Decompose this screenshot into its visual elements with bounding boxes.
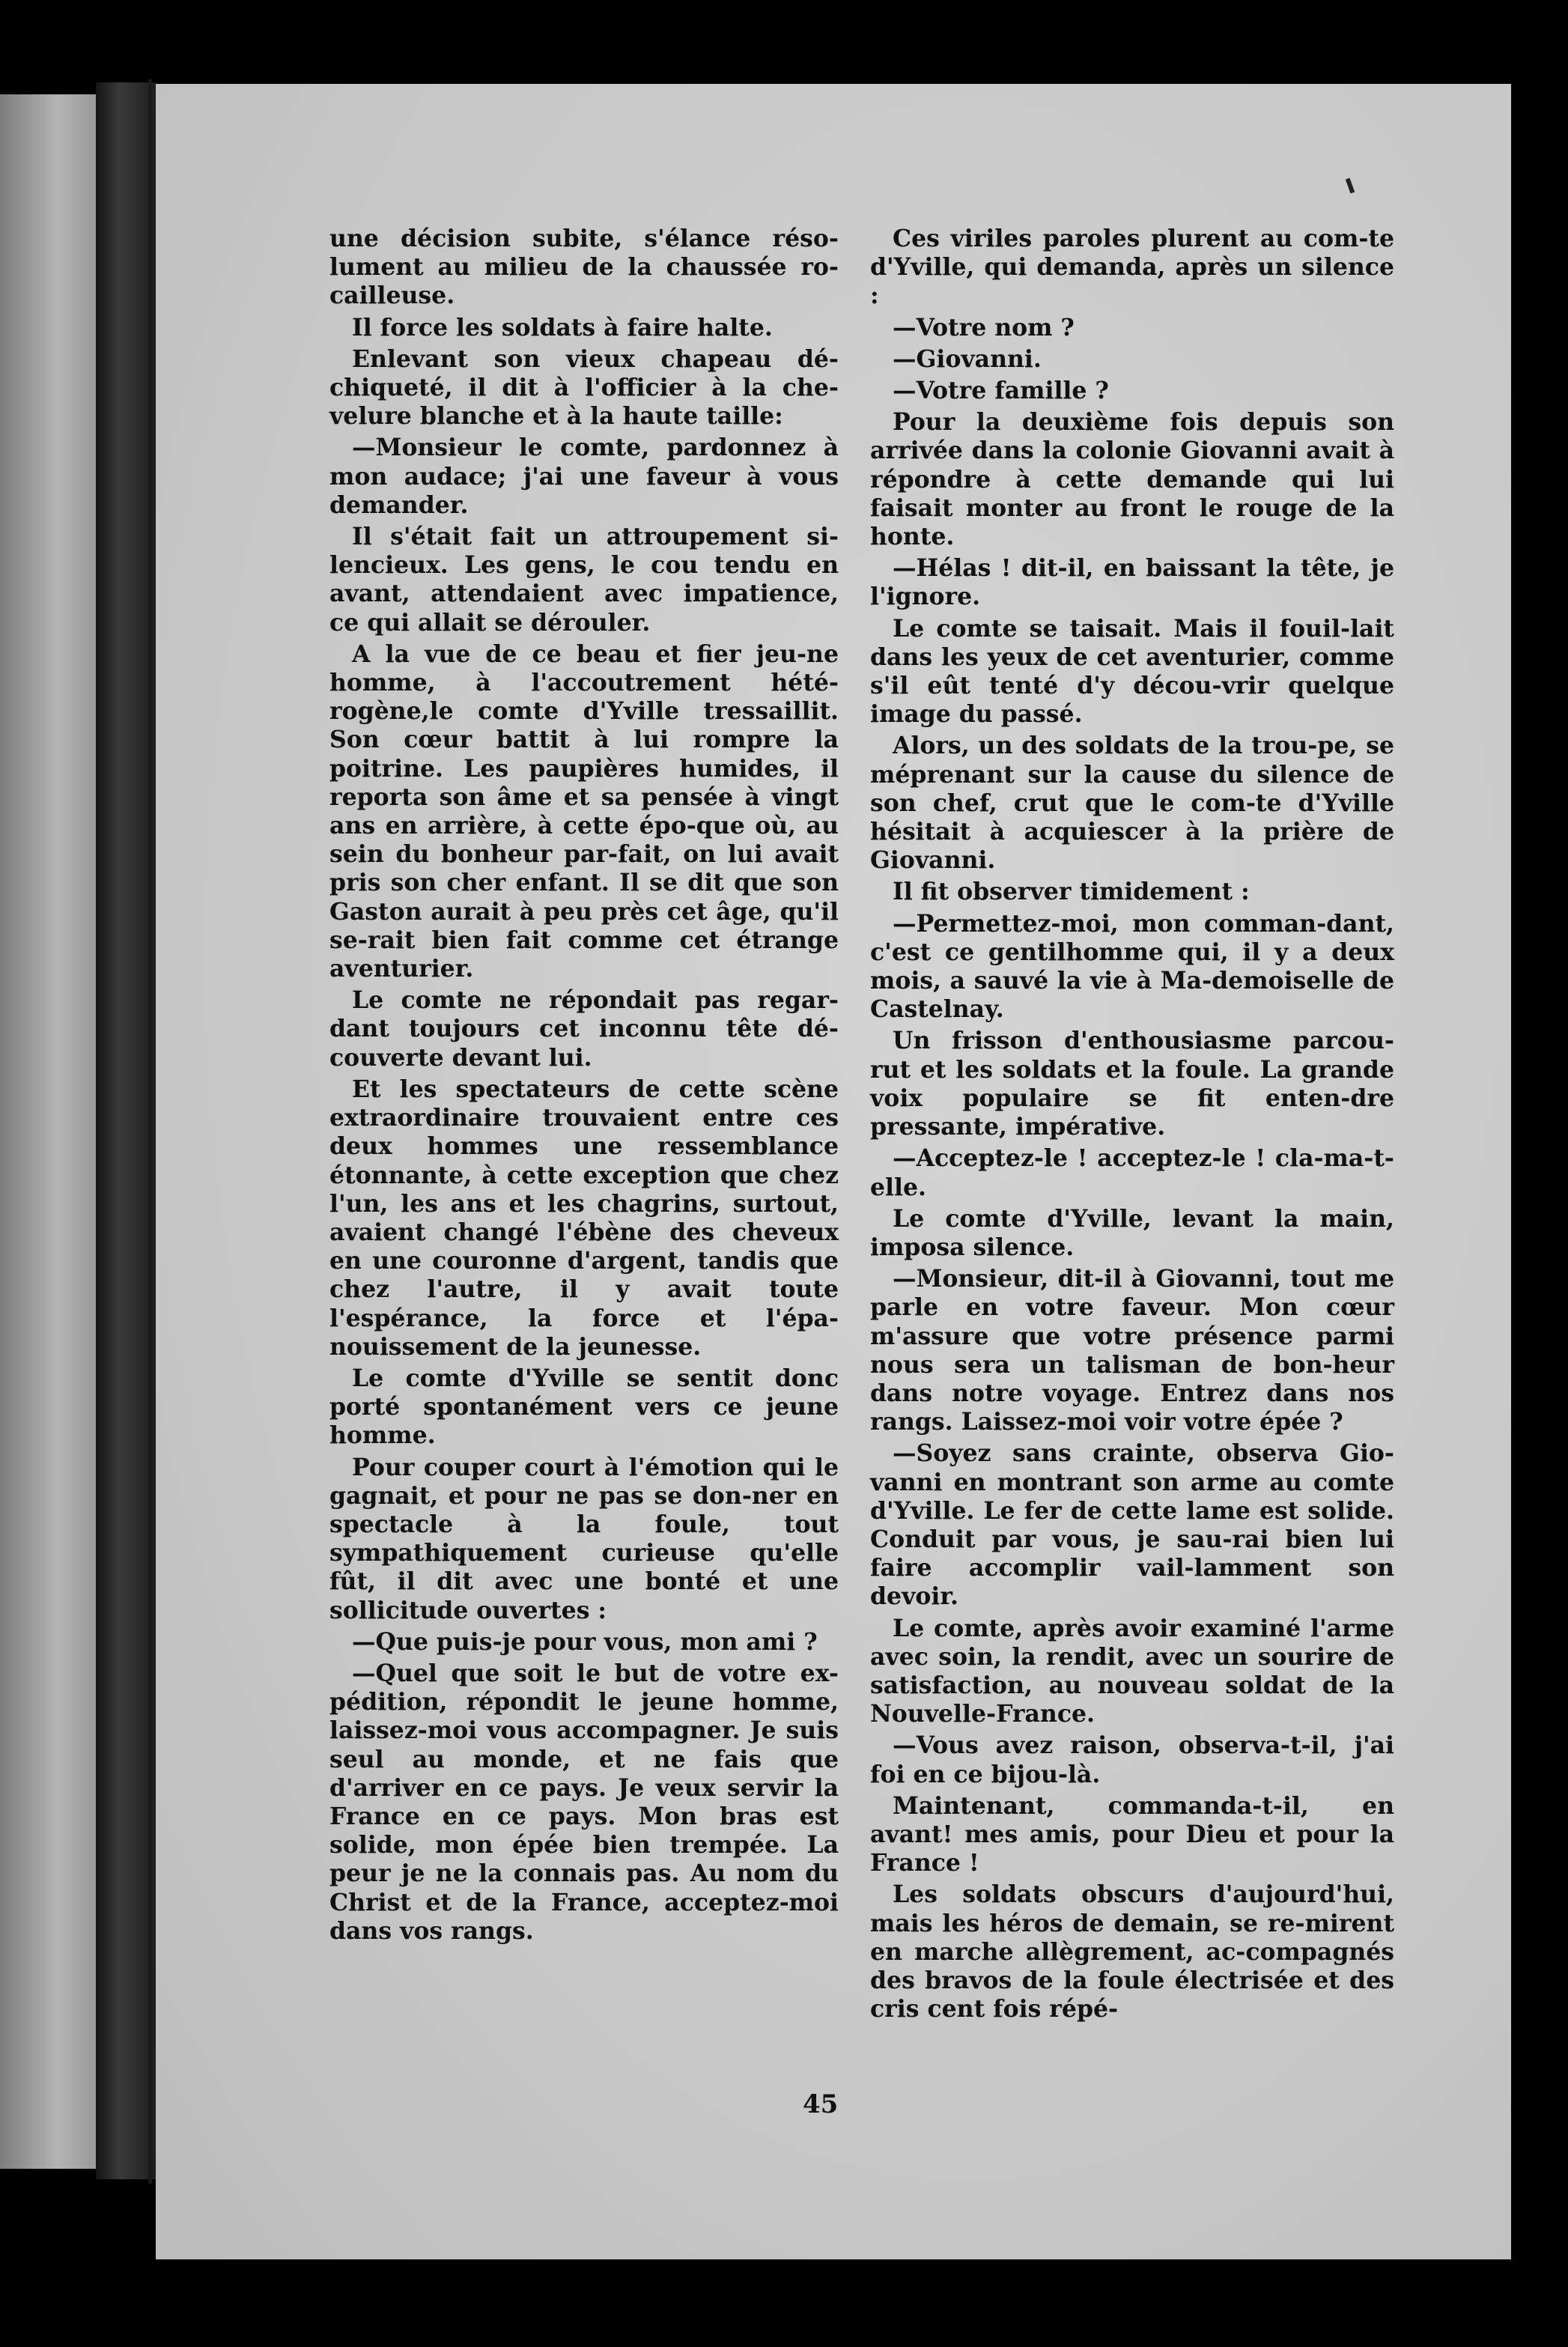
paragraph: —Vous avez raison, observa-t-il, j'ai foi en ce bijou-là. xyxy=(870,1731,1394,1788)
paragraph: —Hélas ! dit-il, en baissant la tête, je l'ignore. xyxy=(870,554,1394,611)
paragraph: —Quel que soit le but de votre ex-pédition, répondit le jeune homme, laissez-moi vous accompagner. Je suis seul au monde, et ne fais que d'arriver en ce pays. Je veux servir la France en ce pays. Mon bras est solide, mon épée bien trempée. La peur je ne la connais pas. Au nom du Christ et de la France, acceptez-moi dans vos rangs. xyxy=(329,1659,839,1945)
paragraph: Pour la deuxième fois depuis son arrivée dans la colonie Giovanni avait à répondre à cette demande qui lui faisait monter au front le rouge de la honte. xyxy=(870,408,1394,551)
paragraph: —Monsieur, dit-il à Giovanni, tout me parle en votre faveur. Mon cœur m'assure que votre présence parmi nous sera un talisman de bon-heur dans notre voyage. Entrez dans nos rangs. Laissez-moi voir votre épée ? xyxy=(870,1265,1394,1436)
right-text-column xyxy=(870,225,1394,2026)
paragraph: Et les spectateurs de cette scène extraordinaire trouvaient entre ces deux hommes une ressemblance étonnante, à cette exception que chez l'un, les ans et les chagrins, surtout, avaient changé l'ébène des cheveux en une couronne d'argent, tandis que chez l'autre, il y avait toute l'espérance, la force et l'épa-nouissement de la jeunesse. xyxy=(329,1075,839,1361)
paragraph: —Soyez sans crainte, observa Gio-vanni en montrant son arme au comte d'Yville. Le fer de cette lame est solide. Conduit par vous, je sau-rai bien lui faire accomplir vail-lamment son devoir. xyxy=(870,1439,1394,1611)
paragraph: A la vue de ce beau et fier jeu-ne homme, à l'accoutrement hété-rogène,le comte d'Yville tressaillit. Son cœur battit à lui rompre la poitrine. Les paupières humides, il reporta son âme et sa pensée à vingt ans en arrière, à cette épo-que où, au sein du bonheur par-fait, on lui avait pris son cher enfant. Il se dit que son Gaston aurait à peu près cet âge, qu'il se-rait bien fait comme cet étrange aventurier. xyxy=(329,640,839,983)
page-number: 45 xyxy=(803,2089,839,2119)
book-gutter xyxy=(96,82,156,2179)
paragraph: Il force les soldats à faire halte. xyxy=(352,313,773,341)
paragraph: Le comte se taisait. Mais il fouil-lait dans les yeux de cet aventurier, comme s'il eût tenté d'y décou-vrir quelque image du passé. xyxy=(870,614,1394,729)
paragraph: —Que puis-je pour vous, mon ami ? xyxy=(352,1627,818,1656)
paragraph: une décision subite, s'élance réso-lument au milieu de la chaussée ro-cailleuse. xyxy=(329,225,839,310)
paragraph: Le comte, après avoir examiné l'arme avec soin, la rendit, avec un sourire de satisfaction, au nouveau soldat de la Nouvelle-France. xyxy=(870,1614,1394,1728)
page-edge-line xyxy=(148,79,152,2184)
paragraph: Un frisson d'enthousiasme parcou-rut et les soldats et la foule. La grande voix populaire se fit enten-dre pressante, impérative. xyxy=(870,1027,1394,1141)
paragraph: Maintenant, commanda-t-il, en avant! mes amis, pour Dieu et pour la France ! xyxy=(870,1791,1394,1877)
paragraph: —Monsieur le comte, pardonnez à mon audace; j'ai une faveur à vous demander. xyxy=(329,434,839,519)
paragraph: —Giovanni. xyxy=(893,344,1042,373)
paragraph: —Votre nom ? xyxy=(893,313,1075,341)
paragraph: —Permettez-moi, mon comman-dant, c'est ce gentilhomme qui, il y a deux mois, a sauvé la vie à Ma-demoiselle de Castelnay. xyxy=(870,909,1394,1024)
paragraph: Les soldats obscurs d'aujourd'hui, mais les héros de demain, se re-mirent en marche allègrement, ac-compagnés des bravos de la foule électrisée et des cris cent fois répé- xyxy=(870,1880,1394,2023)
paragraph: —Votre famille ? xyxy=(893,377,1109,405)
paragraph: —Acceptez-le ! acceptez-le ! cla-ma-t-elle. xyxy=(870,1144,1394,1201)
paragraph: Le comte d'Yville se sentit donc porté spontanément vers ce jeune homme. xyxy=(329,1364,839,1450)
left-text-column xyxy=(329,225,839,1949)
paragraph: Alors, un des soldats de la trou-pe, se méprenant sur la cause du silence de son chef, crut que le com-te d'Yville hésitait à acquiescer à la prière de Giovanni. xyxy=(870,732,1394,875)
paragraph: Il s'était fait un attroupement si-lencieux. Les gens, le cou tendu en avant, attendaient avec impatience, ce qui allait se dérouler. xyxy=(329,523,839,637)
facing-page-edge xyxy=(0,94,96,2169)
paragraph: Le comte d'Yville, levant la main, imposa silence. xyxy=(870,1204,1394,1261)
paragraph: Ces viriles paroles plurent au com-te d'Yville, qui demanda, après un silence : xyxy=(870,225,1394,310)
paragraph: Le comte ne répondait pas regar-dant toujours cet inconnu tête dé-couverte devant lui. xyxy=(329,986,839,1072)
paragraph: Enlevant son vieux chapeau dé-chiqueté, il dit à l'officier à la che-velure blanche et à la haute taille: xyxy=(329,344,839,431)
paragraph: Il fit observer timidement : xyxy=(893,878,1250,906)
paragraph: Pour couper court à l'émotion qui le gagnait, et pour ne pas se don-ner en spectacle à la foule, tout sympathiquement curieuse qu'elle fût, il dit avec une bonté et une sollicitude ouvertes : xyxy=(329,1453,839,1624)
